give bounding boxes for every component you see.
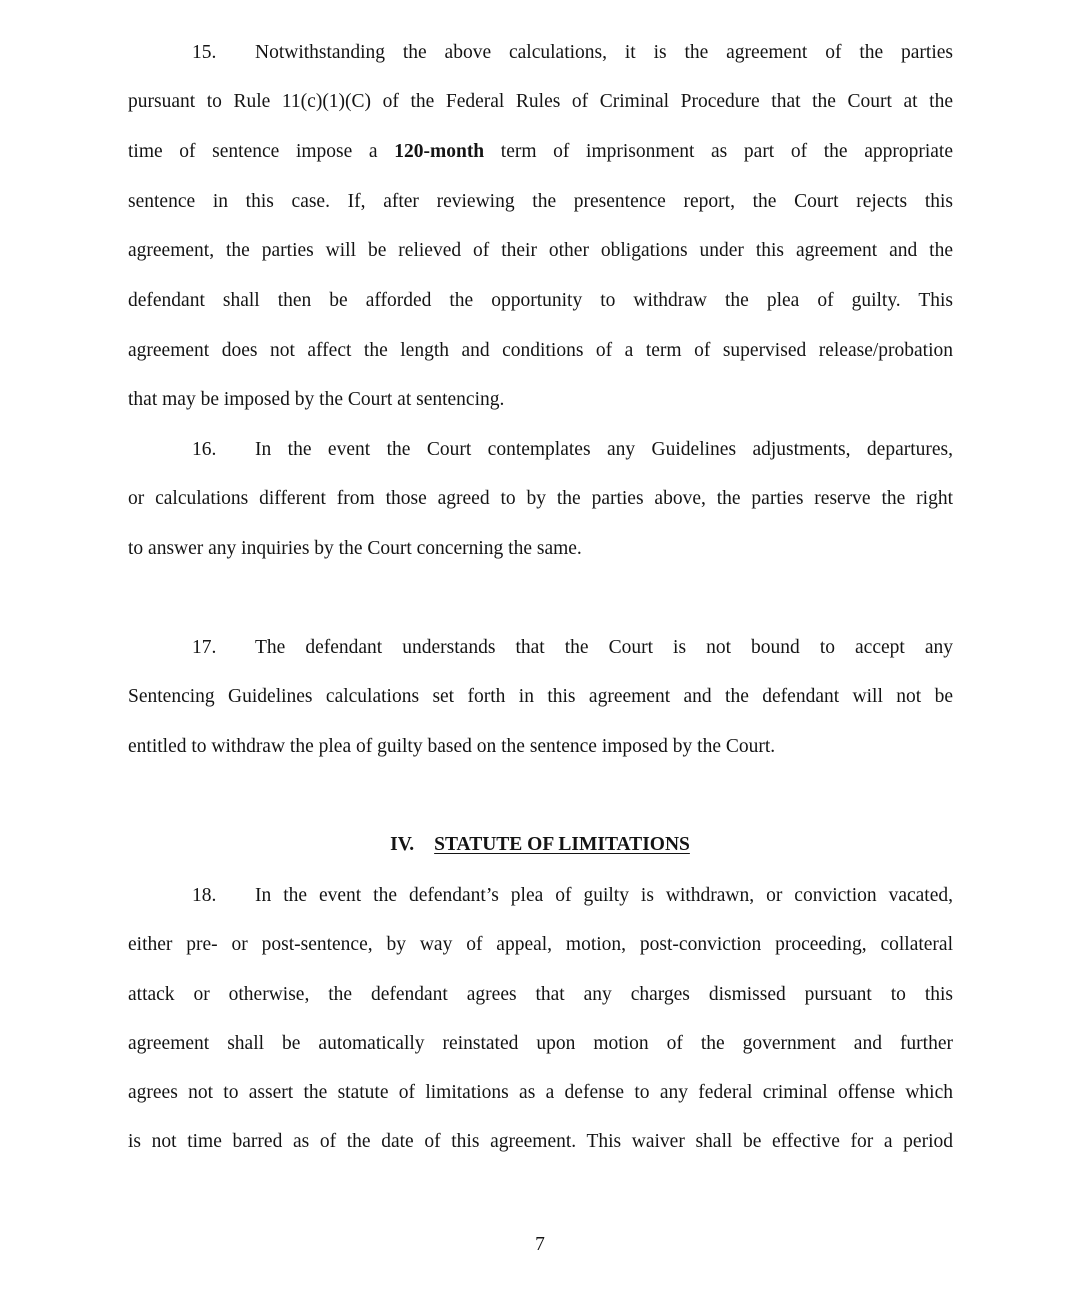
section-heading (0, 833, 1080, 857)
paragraph-16-line-1: 16. In the event the Court contemplates any Guidelines adjustments, departures, (192, 439, 953, 460)
paragraph-17-line-2: Sentencing Guidelines calculations set forth in this agreement and the defendant will not be (128, 686, 953, 707)
emphasized-term: 120-month (394, 141, 485, 162)
paragraph-18-line-4: agreement shall be automatically reinstated upon motion of the government and further (128, 1033, 953, 1054)
paragraph-number: 17. (192, 637, 217, 658)
paragraph-15-line-2: pursuant to Rule 11(c)(1)(C) of the Federal Rules of Criminal Procedure that the Court at the (128, 91, 953, 112)
paragraph-18-line-2: either pre- or post-sentence, by way of appeal, motion, post-conviction proceeding, collateral (128, 934, 953, 955)
paragraph-15-line-5: agreement, the parties will be relieved of their other obligations under this agreement and the (128, 240, 953, 261)
paragraph-18-line-3: attack or otherwise, the defendant agrees that any charges dismissed pursuant to this (128, 984, 953, 1005)
paragraph-18-line-1: 18. In the event the defendant’s plea of guilty is withdrawn, or conviction vacated, (192, 885, 953, 906)
paragraph-number: 18. (192, 885, 217, 906)
paragraph-18-line-5: agrees not to assert the statute of limitations as a defense to any federal criminal offense which (128, 1082, 953, 1103)
paragraph-15-line-1: 15. Notwithstanding the above calculations, it is the agreement of the parties (192, 42, 953, 63)
paragraph-16-line-2: or calculations different from those agreed to by the parties above, the parties reserve the right (128, 488, 953, 509)
paragraph-15-line-4: sentence in this case. If, after reviewing the presentence report, the Court rejects this (128, 191, 953, 212)
paragraph-15-line-8: that may be imposed by the Court at sentencing. (128, 389, 505, 410)
section-number: IV. (390, 834, 415, 855)
paragraph-15-line-3: time of sentence impose a 120-month term of imprisonment as part of the appropriate (128, 141, 954, 162)
paragraph-15-line-6: defendant shall then be afforded the opportunity to withdraw the plea of guilty. This (128, 290, 953, 311)
paragraph-18-line-6: is not time barred as of the date of this agreement. This waiver shall be effective for a period (128, 1131, 953, 1152)
paragraph-17-line-1: 17. The defendant understands that the Court is not bound to accept any (192, 637, 953, 658)
page-number: 7 (535, 1234, 545, 1255)
paragraph-number: 16. (192, 439, 217, 460)
paragraph-16-line-3: to answer any inquiries by the Court concerning the same. (128, 538, 582, 559)
paragraph-number: 15. (192, 42, 217, 63)
paragraph-17-line-3: entitled to withdraw the plea of guilty based on the sentence imposed by the Court. (128, 736, 776, 757)
paragraph-15-line-7: agreement does not affect the length and conditions of a term of supervised release/probation (128, 340, 953, 361)
section-title: STATUTE OF LIMITATIONS (434, 834, 690, 855)
